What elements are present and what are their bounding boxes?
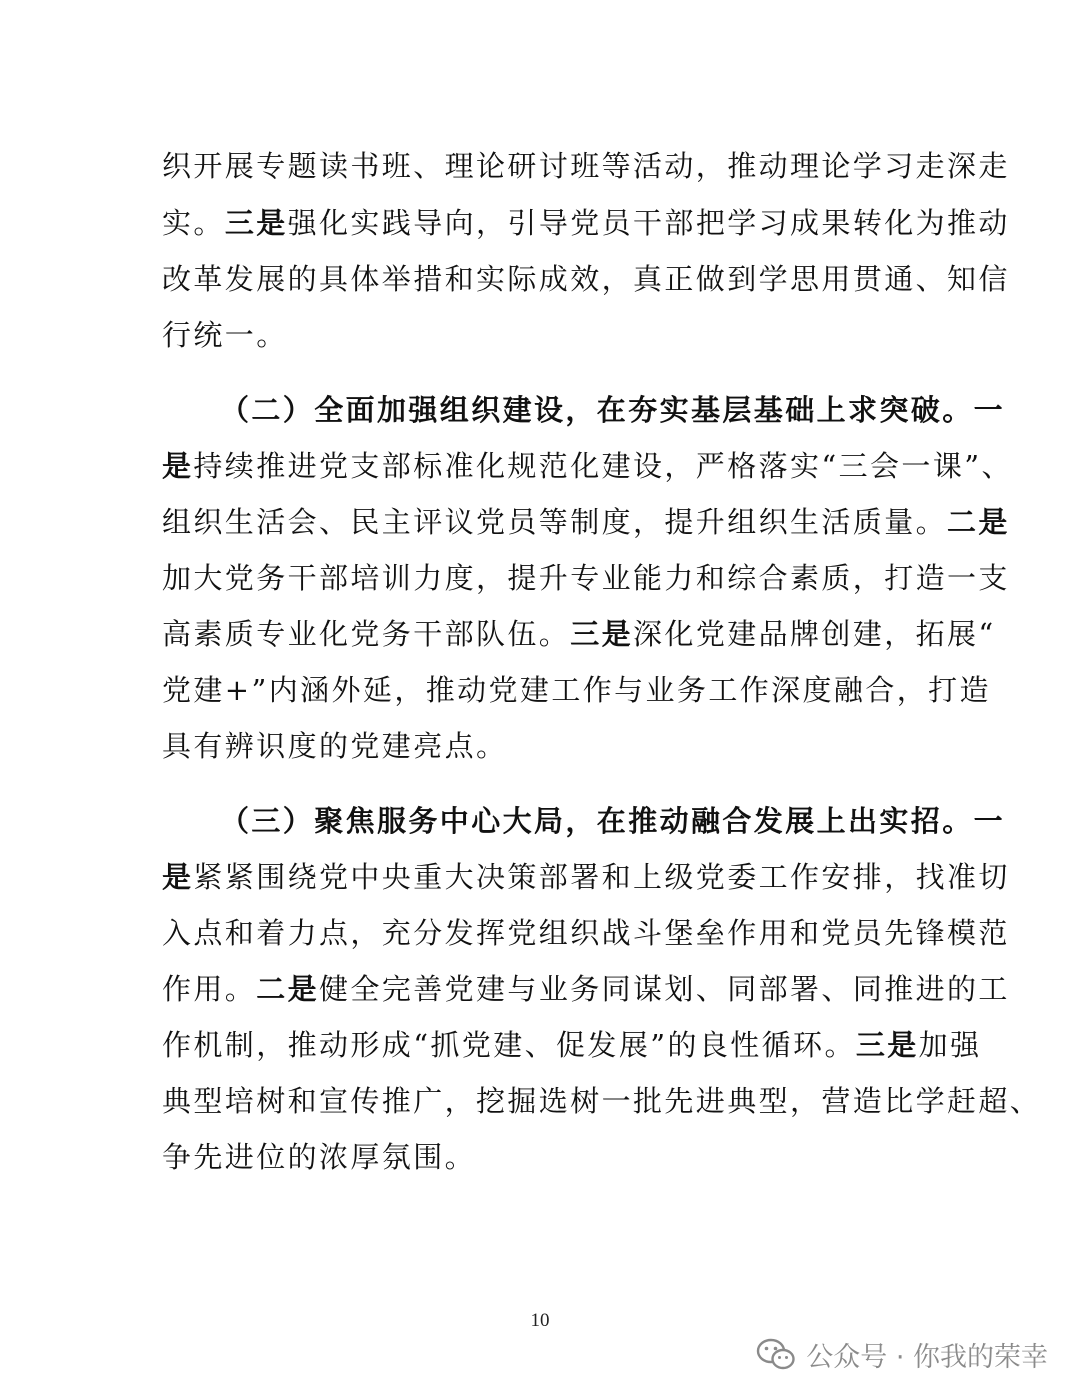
wechat-icon	[756, 1337, 796, 1371]
text-line	[220, 390, 1005, 430]
bold-text-run: 三是	[855, 1028, 919, 1062]
text-run: 深化党建品牌创建，拓展“	[633, 617, 996, 651]
bold-text-run: 是	[162, 449, 194, 483]
bold-text-run: 是	[162, 860, 194, 894]
bold-text-run: （三）聚焦服务中心大局，在推动融合发展上出实招。一	[220, 804, 1006, 838]
bold-text-run: 二是	[947, 505, 1010, 539]
text-run: 织开展专题读书班、理论研讨班等活动，推动理论学习走深走	[162, 149, 1010, 183]
text-run: 作机制，推动形成“抓党建、促发展”的良性循环。	[162, 1028, 856, 1062]
text-line	[162, 1137, 476, 1177]
text-run: 入点和着力点，充分发挥党组织战斗堡垒作用和党员先锋模范	[162, 916, 1010, 950]
text-run: 紧紧围绕党中央重大决策部署和上级党委工作安排，找准切	[193, 860, 1010, 894]
text-line	[162, 913, 1010, 953]
text-line	[162, 1025, 981, 1065]
text-line	[162, 969, 1010, 1009]
text-line	[162, 315, 288, 355]
bold-text-run: 三是	[224, 206, 288, 240]
text-line	[162, 502, 1010, 542]
text-run: 加大党务干部培训力度，提升专业能力和综合素质，打造一支	[162, 561, 1010, 595]
text-run: 争先进位的浓厚氛围。	[162, 1140, 477, 1174]
text-run: 行统一。	[162, 318, 288, 352]
text-run: 加强	[918, 1028, 982, 1062]
text-run: 高素质专业化党务干部队伍。	[162, 617, 571, 651]
text-line	[162, 670, 991, 710]
text-run: 持续推进党支部标准化规范化建设，严格落实“三会一课”、	[193, 449, 1013, 483]
text-run: 党建+”内涵外延，推动党建工作与业务工作深度融合，打造	[162, 673, 991, 707]
text-run: 典型培树和宣传推广，挖掘选树一批先进典型，营造比学赶超、	[162, 1084, 1042, 1118]
text-line	[220, 801, 1005, 841]
text-run: 改革发展的具体举措和实际成效，真正做到学思用贯通、知信	[162, 262, 1010, 296]
text-line	[162, 259, 1010, 299]
text-run: 强化实践导向，引导党员干部把学习成果转化为推动	[287, 206, 1010, 240]
text-line	[162, 857, 1010, 897]
text-line	[162, 203, 1010, 243]
text-run: 具有辨识度的党建亮点。	[162, 729, 508, 763]
text-run: 作用。	[162, 972, 257, 1006]
text-line	[162, 446, 1013, 486]
text-line	[162, 558, 1010, 598]
text-run: 组织生活会、民主评议党员等制度，提升组织生活质量。	[162, 505, 948, 539]
bold-text-run: 三是	[570, 617, 634, 651]
watermark	[756, 1334, 1048, 1374]
bold-text-run: 二是	[256, 972, 320, 1006]
text-line	[162, 614, 996, 654]
bold-text-run: （二）全面加强组织建设，在夯实基层基础上求突破。一	[220, 393, 1006, 427]
watermark-text: 公众号 · 你我的荣幸	[806, 1341, 1048, 1373]
text-run: 实。	[162, 206, 225, 240]
text-line	[162, 1081, 1041, 1121]
text-line	[162, 146, 1010, 186]
text-run: 健全完善党建与业务同谋划、同部署、同推进的工	[319, 972, 1010, 1006]
page-number: 10	[530, 1310, 550, 1331]
text-line	[162, 726, 507, 766]
